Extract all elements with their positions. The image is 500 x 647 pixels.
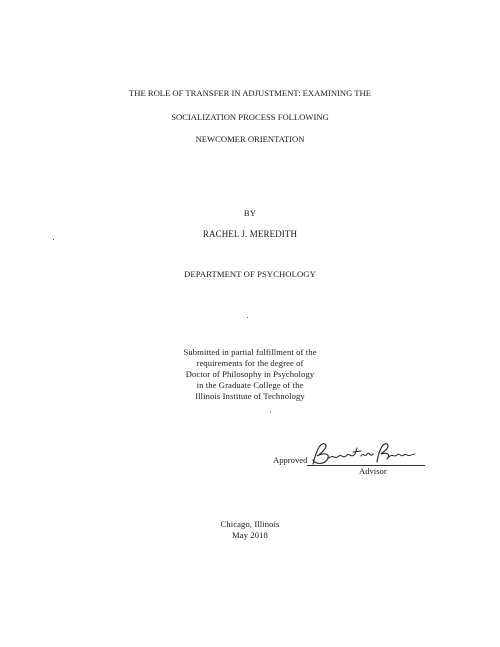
scan-speck xyxy=(270,411,271,412)
scan-speck xyxy=(53,239,54,240)
author-name: RACHEL J. MEREDITH xyxy=(202,229,298,239)
date: May 2018 xyxy=(232,530,268,540)
department-name: DEPARTMENT OF PSYCHOLOGY xyxy=(184,269,316,279)
advisor-label: Advisor xyxy=(359,466,387,476)
scan-speck xyxy=(247,317,248,318)
submission-line-4: in the Graduate College of the xyxy=(196,380,304,390)
by-label: BY xyxy=(243,208,257,218)
approved-label: Approved xyxy=(273,455,308,465)
submission-line-3: Doctor of Philosophy in Psychology xyxy=(185,369,315,379)
location: Chicago, Illinois xyxy=(220,519,280,529)
title-line-1: THE ROLE OF TRANSFER IN ADJUSTMENT: EXAMINING THE xyxy=(128,88,372,98)
approval-block xyxy=(271,448,431,482)
submission-line-2: requirements for the degree of xyxy=(196,358,304,368)
title-line-3: NEWCOMER ORIENTATION xyxy=(195,134,305,144)
title-line-2: SOCIALIZATION PROCESS FOLLOWING xyxy=(171,112,329,122)
submission-line-5: Illinois Institute of Technology xyxy=(195,391,305,401)
submission-line-1: Submitted in partial fulfillment of the xyxy=(183,347,317,357)
